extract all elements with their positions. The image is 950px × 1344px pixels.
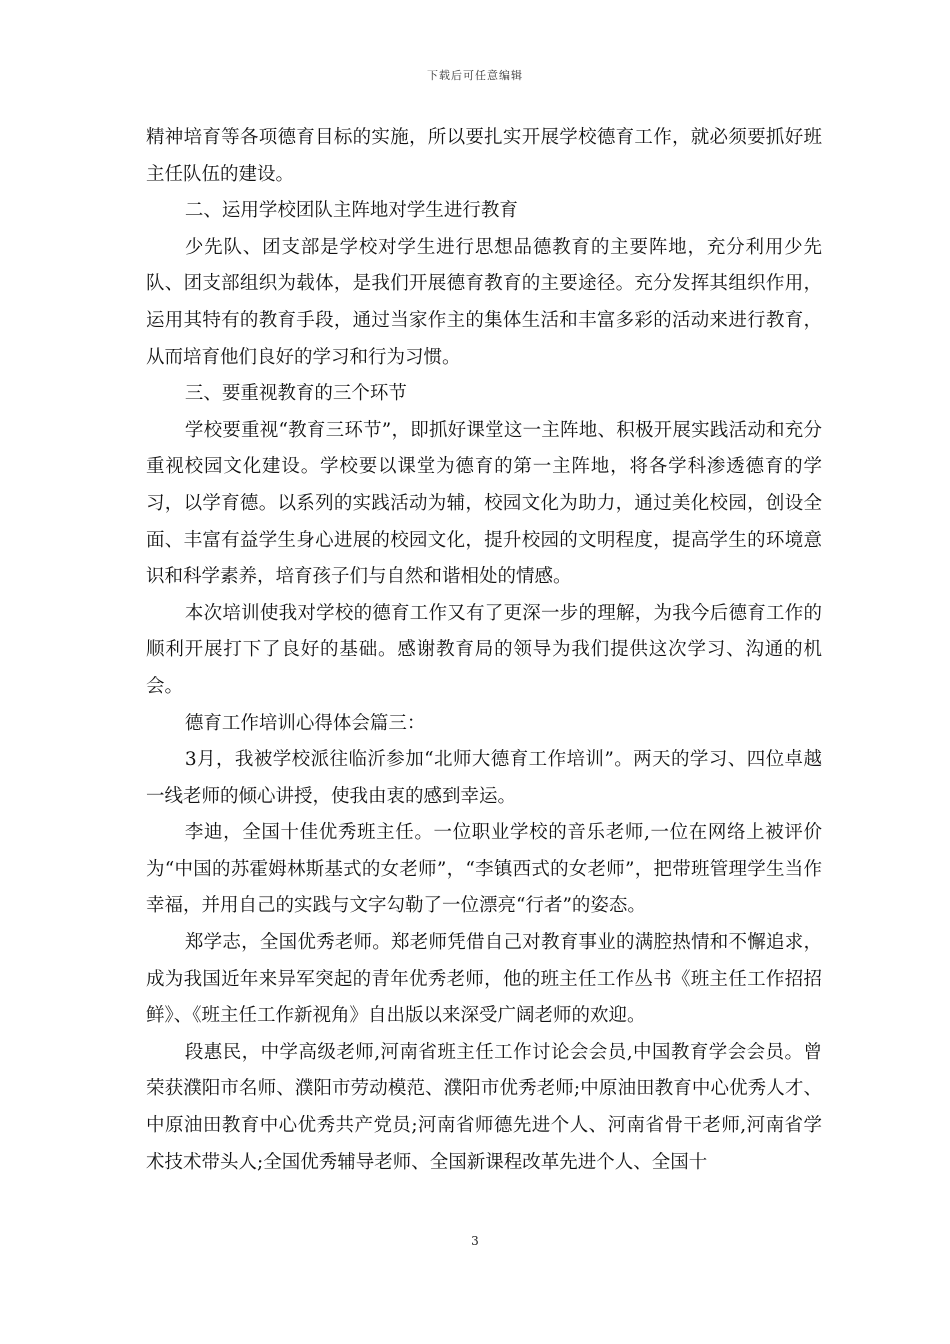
paragraph: 李迪，全国十佳优秀班主任。一位职业学校的音乐老师,一位在网络上被评价为“中国的苏霍姆林斯基式的女老师”，“李镇西式的女老师”，把带班管理学生当作幸福，并用自己的实践与文字勾勒了一位漂亮“行者”的姿态。: [146, 822, 822, 917]
page-number: 3: [471, 1234, 479, 1248]
section-heading-2: 二、运用学校团队主阵地对学生进行教育: [184, 200, 518, 222]
paragraph: 少先队、团支部是学校对学生进行思想品德教育的主要阵地，充分利用少先队、团支部组织为载体，是我们开展德育教育的主要途径。充分发挥其组织作用，运用其特有的教育手段，通过当家作主的集体生活和丰富多彩的活动来进行教育，从而培育他们良好的学习和行为习惯。: [146, 236, 822, 368]
paragraph-continuation: 精神培育等各项德育目标的实施，所以要扎实开展学校德育工作，就必须要抓好班主任队伍的建设。: [146, 127, 822, 185]
paragraph: 本次培训使我对学校的德育工作又有了更深一步的理解，为我今后德育工作的顺利开展打下了良好的基础。感谢教育局的领导为我们提供这次学习、沟通的机会。: [146, 602, 822, 697]
section-heading-3: 三、要重视教育的三个环节: [184, 383, 407, 405]
article-heading: 德育工作培训心得体会篇三：: [184, 712, 426, 734]
paragraph: 段惠民，中学高级老师,河南省班主任工作讨论会会员,中国教育学会会员。曾荣获濮阳市名师、濮阳市劳动模范、濮阳市优秀老师;中原油田教育中心优秀人才、中原油田教育中心优秀共产党员;河南省师德先进个人、河南省骨干老师,河南省学术技术带头人;全国优秀辅导老师、全国新课程改革先进个人、全国十: [146, 1041, 822, 1173]
paragraph: 郑学志，全国优秀老师。郑老师凭借自己对教育事业的满腔热情和不懈追求，成为我国近年来异军突起的青年优秀老师，他的班主任工作丛书《班主任工作招招鲜》、《班主任工作新视角》自出版以来深受广阔老师的欢迎。: [146, 932, 822, 1027]
paragraph: 3月，我被学校派往临沂参加“北师大德育工作培训”。两天的学习、四位卓越一线老师的倾心讲授，使我由衷的感到幸运。: [146, 749, 822, 807]
page-header: 下载后可任意编辑: [427, 69, 523, 82]
paragraph: 学校要重视“教育三环节”，即抓好课堂这一主阵地、积极开展实践活动和充分重视校园文化建设。学校要以课堂为德育的第一主阵地，将各学科渗透德育的学习，以学育德。以系列的实践活动为辅，校园文化为助力，通过美化校园，创设全面、丰富有益学生身心进展的校园文化，提升校园的文明程度，提高学生的环境意识和科学素养，培育孩子们与自然和谐相处的情感。: [146, 419, 822, 588]
document-body: [146, 120, 822, 1181]
